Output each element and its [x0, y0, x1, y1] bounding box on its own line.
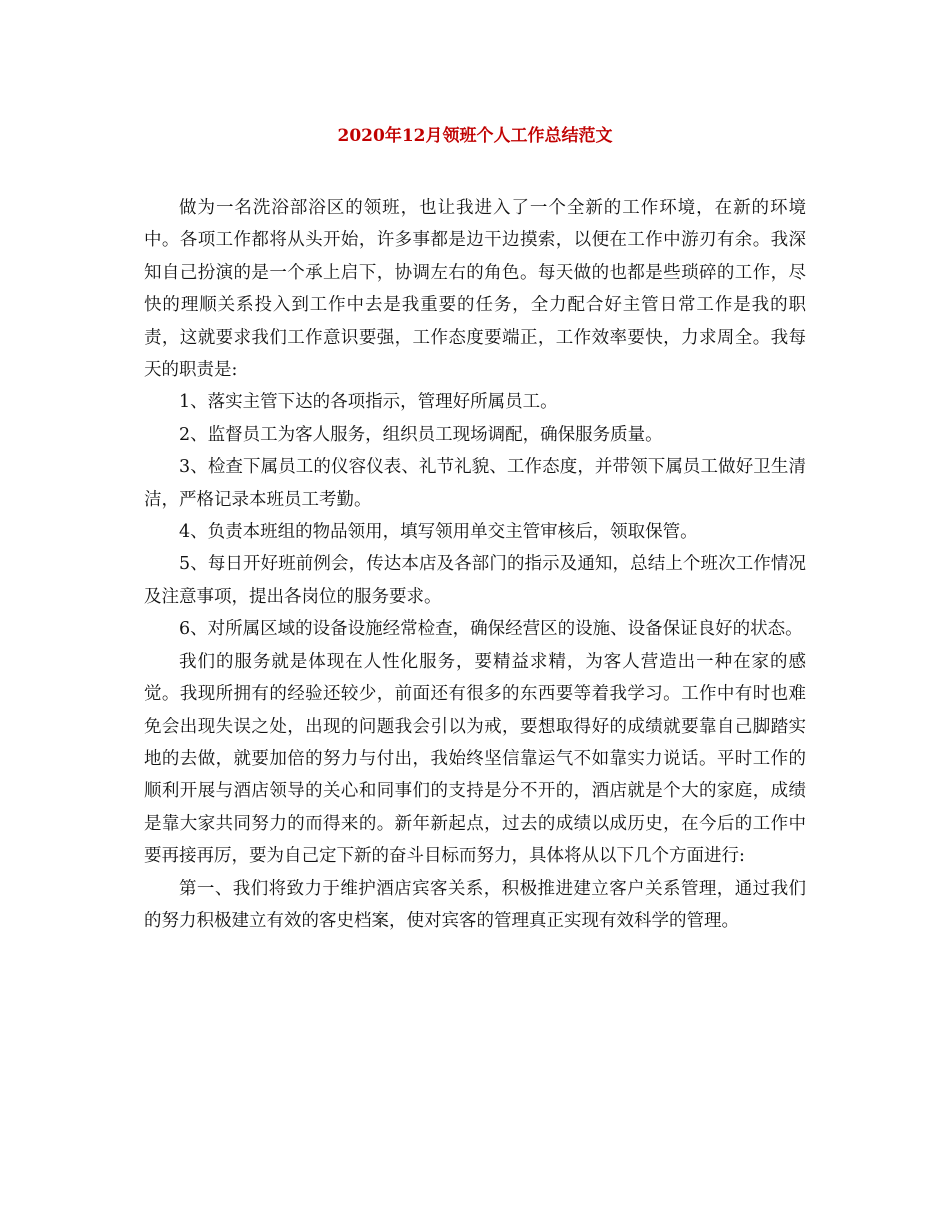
paragraph-first-point: 第一、我们将致力于维护酒店宾客关系，积极推进建立客户关系管理，通过我们的努力积极建立有效的客史档案，使对宾客的管理真正实现有效科学的管理。 [144, 878, 806, 931]
duty-item-5: 5、每日开好班前例会，传达本店及各部门的指示及通知，总结上个班次工作情况及注意事项，提出各岗位的服务要求。 [144, 554, 806, 607]
document-body [144, 192, 806, 937]
duty-item-1: 1、落实主管下达的各项指示，管理好所属员工。 [179, 392, 558, 413]
duty-item-4: 4、负责本班组的物品领用，填写领用单交主管审核后，领取保管。 [179, 522, 698, 543]
paragraph-intro: 做为一名洗浴部浴区的领班，也让我进入了一个全新的工作环境，在新的环境中。各项工作都将从头开始，许多事都是边干边摸索，以便在工作中游刃有余。我深知自己扮演的是一个承上启下，协调左右的角色。每天做的也都是些琐碎的工作，尽快的理顺关系投入到工作中去是我重要的任务，全力配合好主管日常工作是我的职责，这就要求我们工作意识要强，工作态度要端正，工作效率要快，力求周全。我每天的职责是: [144, 198, 806, 381]
duty-item-2: 2、监督员工为客人服务，组织员工现场调配，确保服务质量。 [179, 424, 663, 445]
paragraph-service: 我们的服务就是体现在人性化服务，要精益求精，为客人营造出一种在家的感觉。我现所拥有的经验还较少，前面还有很多的东西要等着我学习。工作中有时也难免会出现失误之处，出现的问题我会引以为戒，要想取得好的成绩就要靠自己脚踏实地的去做，就要加倍的努力与付出，我始终坚信靠运气不如靠实力说话。平时工作的顺利开展与酒店领导的关心和同事们的支持是分不开的，酒店就是个大的家庭，成绩是靠大家共同努力的而得来的。新年新起点，过去的成绩以成历史，在今后的工作中要再接再厉，要为自己定下新的奋斗目标而努力，具体将从以下几个方面进行: [144, 651, 806, 867]
document-title: 2020年12月领班个人工作总结范文 [337, 126, 613, 146]
duty-item-3: 3、检查下属员工的仪容仪表、礼节礼貌、工作态度，并带领下属员工做好卫生清洁，严格记录本班员工考勤。 [144, 457, 806, 510]
duty-item-6: 6、对所属区域的设备设施经常检查，确保经营区的设施、设备保证良好的状态。 [179, 619, 803, 640]
